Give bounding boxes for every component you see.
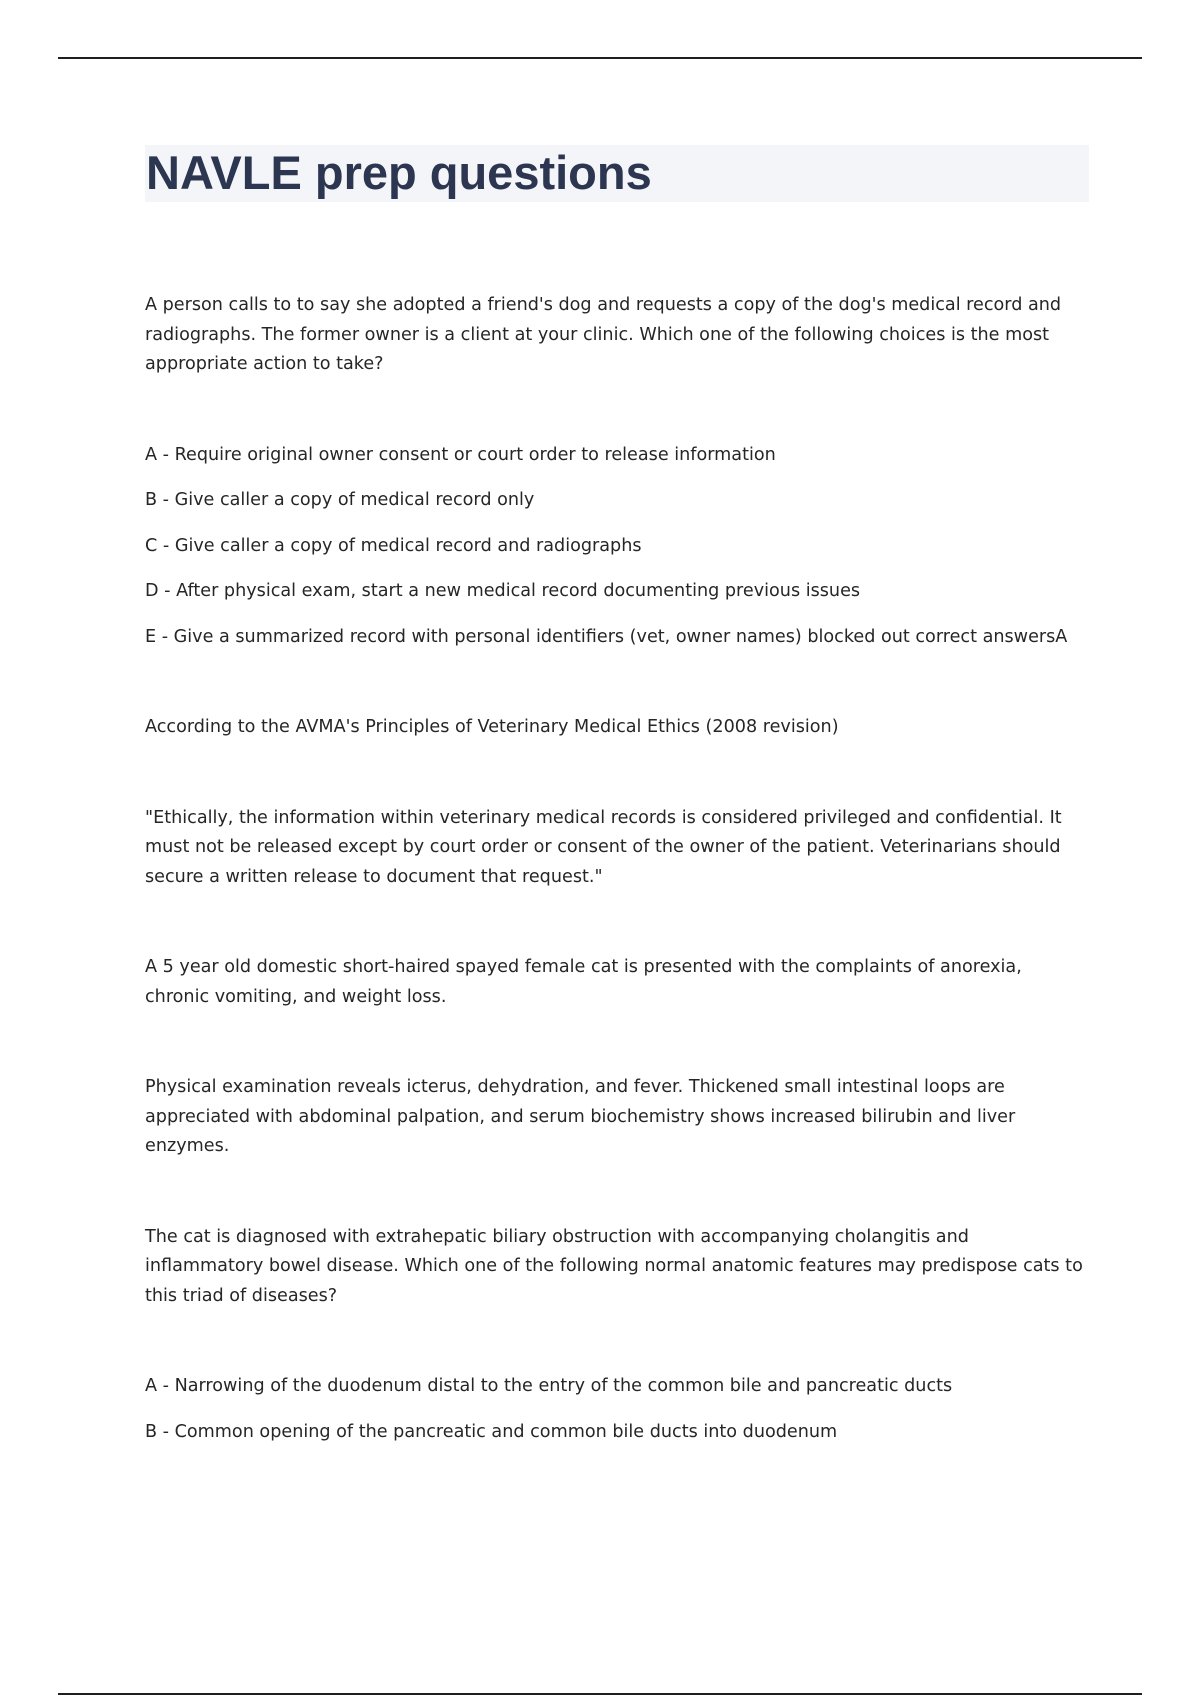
question-2-stem-part-3: The cat is diagnosed with extrahepatic biliary obstruction with accompanying cholangitis and inflammatory bowel disease. Which one of the following normal anatomic features may predispose cats to this triad of diseases? [145, 1226, 1083, 1306]
page-title: NAVLE prep questions [146, 146, 652, 199]
document-body [145, 291, 1089, 1463]
question-2-stem-part-2: Physical examination reveals icterus, dehydration, and fever. Thickened small intestinal loops are appreciated with abdominal palpation, and serum biochemistry shows increased bilirubin and liver enzymes. [145, 1077, 1016, 1156]
option-a: A - Require original owner consent or court order to release information [145, 444, 776, 465]
explanation-source: According to the AVMA's Principles of Veterinary Medical Ethics (2008 revision) [145, 717, 839, 737]
explanation-quote: "Ethically, the information within veterinary medical records is considered privileged and confidential. It must not be released except by court order or consent of the owner of the patient. Veterinarians should secure a written release to document that request." [145, 807, 1062, 887]
option-a: A - Narrowing of the duodenum distal to the entry of the common bile and pancreatic ducts [145, 1376, 953, 1396]
option-b: B - Give caller a copy of medical record only [145, 490, 535, 510]
option-c: C - Give caller a copy of medical record and radiographs [145, 535, 642, 556]
option-b: B - Common opening of the pancreatic and common bile ducts into duodenum [145, 1421, 838, 1442]
question-2-options [145, 1372, 1089, 1447]
question-1-options [145, 441, 1089, 653]
option-e: E - Give a summarized record with personal identifiers (vet, owner names) blocked out correct answersA [145, 626, 1068, 647]
question-2-stem-part-1: A 5 year old domestic short-haired spayed female cat is presented with the complaints of anorexia, chronic vomiting, and weight loss. [145, 957, 1022, 1007]
footer-rule [58, 1693, 1142, 1695]
question-1-stem: A person calls to to say she adopted a friend's dog and requests a copy of the dog's medical record and radiographs. The former owner is a client at your clinic. Which one of the following choices is the most appropriate action to take? [145, 295, 1062, 374]
header-rule [58, 57, 1142, 59]
option-d: D - After physical exam, start a new medical record documenting previous issues [145, 581, 861, 601]
